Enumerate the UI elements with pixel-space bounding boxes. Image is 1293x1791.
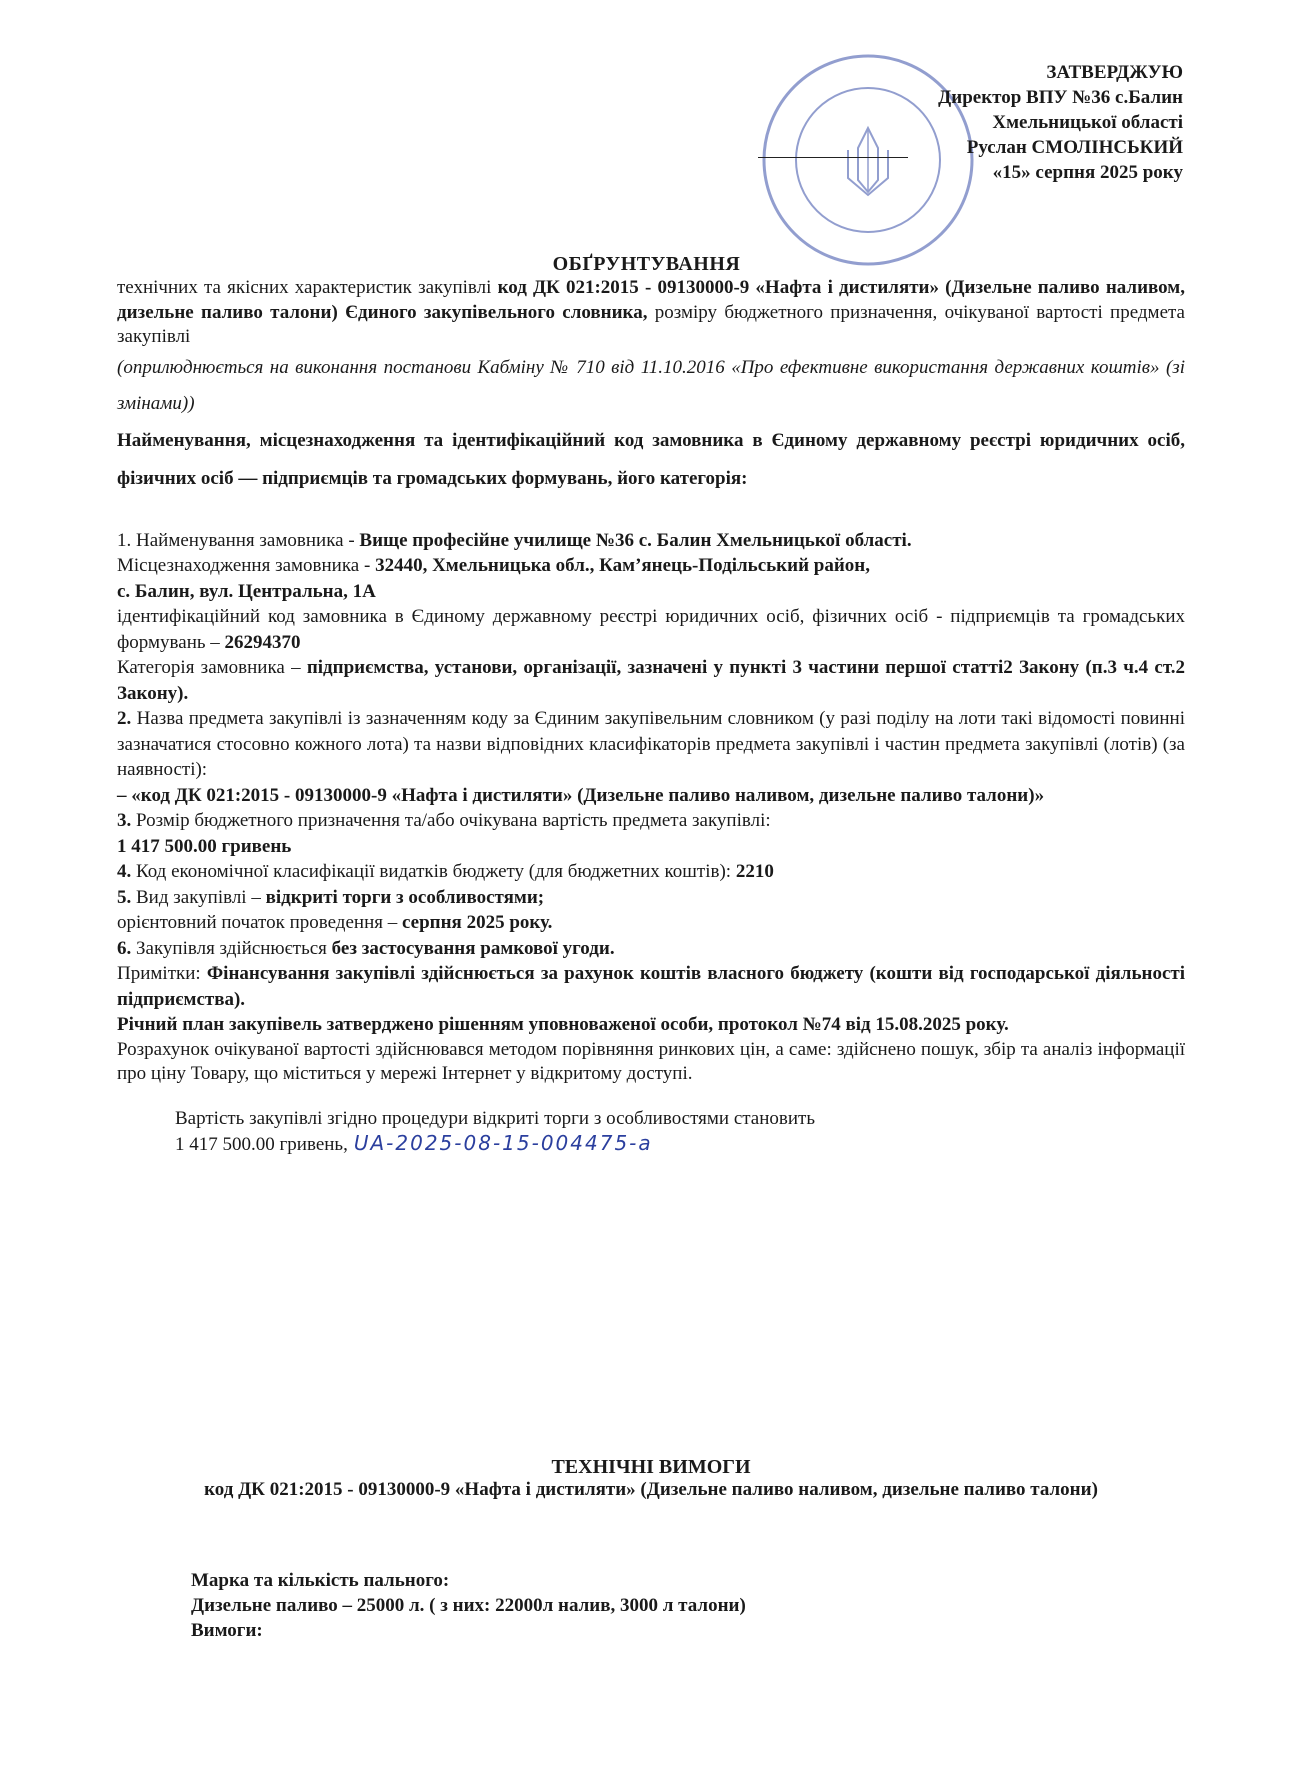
id-value: 26294370 xyxy=(224,631,301,653)
document-subtitle xyxy=(117,276,1185,350)
procedure-line-2 xyxy=(175,1131,1185,1158)
diesel-quantity: Дизельне паливо – 25000 л. ( з них: 22000л налив, 3000 л талони) xyxy=(191,1595,746,1616)
customer-heading: Найменування, місцезнаходження та ідентифікаційний код замовника в Єдиному державному реєстрі юридичних осіб, фізичних осіб — підприємців та громадських формувань, його категорія: xyxy=(117,429,1185,489)
item-2-number: 2. xyxy=(117,708,132,729)
approval-name: Руслан СМОЛІНСЬКИЙ xyxy=(966,137,1183,158)
calculation-paragraph: Розрахунок очікуваної вартості здійснювався методом порівняння ринкових цін, а саме: здійснено пошук, збір та аналіз інформації про ціну Товару, що міститься у мережі Інтернет у відкритому доступі. xyxy=(117,1038,1185,1084)
item-6 xyxy=(117,936,1185,962)
start-value: серпня 2025 року. xyxy=(401,912,553,933)
tech-requirements-list xyxy=(191,1568,1191,1643)
procedure-cost xyxy=(117,1107,1185,1158)
category-value: підприємства, установи, організації, зазначені у пункті 3 частини першої статті2 Закону (п.3 ч.4 ст.2 Закону). xyxy=(117,657,1185,704)
item-2-code: – «код ДК 021:2015 - 09130000-9 «Нафта і дистиляти» (Дизельне паливо наливом, дизельне паливо талони)» xyxy=(117,784,1045,806)
item-4 xyxy=(117,859,1185,885)
id-label: ідентифікаційний код замовника в Єдиному державному реєстрі юридичних осіб, фізичних осіб - підприємців та громадських формувань – xyxy=(117,606,1185,653)
item-1-label: 1. Найменування замовника - xyxy=(117,529,360,551)
details-list xyxy=(117,528,1185,1038)
subtitle-dictionary: Єдиного закупівельного словника, xyxy=(337,301,648,323)
item-6-number: 6. xyxy=(117,937,132,959)
location-line2 xyxy=(117,579,1185,605)
requirements-label: Вимоги: xyxy=(191,1620,263,1641)
procedure-line-1: Вартість закупівлі згідно процедури відкриті торги з особливостями становить xyxy=(175,1107,816,1129)
expected-cost: 1 417 500.00 гривень xyxy=(117,835,292,857)
item-2 xyxy=(117,706,1185,783)
fuel-brand-label: Марка та кількість пального: xyxy=(191,1570,450,1591)
notes xyxy=(117,961,1185,1012)
notes-value: Фінансування закупівлі здійснюється за рахунок коштів власного бюджету (кошти від господарської діяльності підприємства). xyxy=(117,963,1185,1010)
item-3-number: 3. xyxy=(117,810,132,831)
signature-line xyxy=(758,157,908,158)
location-value: 32440, Хмельницька обл., Кам’янець-Подільський район, xyxy=(375,555,870,576)
item-3-value xyxy=(117,834,1185,860)
start-label: орієнтовний початок проведення – xyxy=(117,912,402,933)
item-1-value: Вище професійне училище №36 с. Балин Хмельницької області. xyxy=(359,529,912,551)
item-3 xyxy=(117,808,1185,834)
item-2-value xyxy=(117,783,1185,809)
subtitle-code: код ДК 021:2015 - 09130000-9 «Нафта і дистиляти» (Дизельне паливо наливом, дизельне паливо талони) xyxy=(117,277,1186,323)
annual-plan xyxy=(117,1012,1185,1038)
document-body xyxy=(117,276,1185,1158)
item-5 xyxy=(117,885,1185,911)
subtitle-tail: розміру бюджетного призначення, очікуваної вартості предмета закупівлі xyxy=(117,301,1185,347)
item-6-text: Закупівля здійснюється xyxy=(131,937,332,959)
customer-category xyxy=(117,655,1185,706)
notes-label: Примітки: xyxy=(117,963,207,984)
approval-position: Директор ВПУ №36 с.Балин xyxy=(938,87,1183,108)
approval-block xyxy=(938,60,1183,185)
publication-note: (оприлюднюється на виконання постанови Кабміну № 710 від 11.10.2016 «Про ефективне використання державних коштів» (зі змінами)) xyxy=(117,356,1185,414)
procurement-type: відкриті торги з особливостями; xyxy=(265,886,545,908)
economic-code: 2210 xyxy=(735,861,774,882)
approval-region: Хмельницької області xyxy=(992,112,1183,133)
annual-plan-text: Річний план закупівель затверджено рішенням уповноваженої особи, протокол №74 від 15.08.2025 року. xyxy=(117,1014,1009,1035)
document-title: ОБҐРУНТУВАННЯ xyxy=(552,253,741,275)
item-5-number: 5. xyxy=(117,886,132,908)
tech-requirements-title: ТЕХНІЧНІ ВИМОГИ xyxy=(551,1456,751,1478)
approval-date: «15» серпня 2025 року xyxy=(992,162,1183,183)
item-4-number: 4. xyxy=(117,861,132,882)
approval-heading: ЗАТВЕРДЖУЮ xyxy=(1046,62,1183,83)
procedure-amount: 1 417 500.00 гривень, xyxy=(175,1134,348,1155)
item-3-text: Розмір бюджетного призначення та/або очікувана вартість предмета закупівлі: xyxy=(131,810,771,831)
category-label: Категорія замовника – xyxy=(117,657,307,678)
handwritten-procurement-id: UA-2025-08-15-004475-a xyxy=(353,1131,653,1155)
identification-code xyxy=(117,604,1185,655)
item-5-text: Вид закупівлі – xyxy=(131,886,266,908)
location-value-2: с. Балин, вул. Центральна, 1А xyxy=(117,580,376,602)
subtitle-text: технічних та якісних характеристик закупівлі xyxy=(117,277,498,298)
item-1 xyxy=(117,528,1185,554)
location-label: Місцезнаходження замовника - xyxy=(117,555,376,576)
tech-requirements-subtitle: код ДК 021:2015 - 09130000-9 «Нафта і дистиляти» (Дизельне паливо наливом, дизельне паливо талони) xyxy=(204,1479,1098,1500)
start-date xyxy=(117,910,1185,936)
item-2-text: Назва предмета закупівлі із зазначенням коду за Єдиним закупівельним словником (у разі поділу на лоти такі відомості повинні зазначатися стосовно кожного лота) та назви відповідних класифікаторів предмета закупівлі і частин предмета закупівлі (лотів) (за наявності): xyxy=(117,708,1185,780)
framework-value: без застосування рамкової угоди. xyxy=(331,937,615,959)
location xyxy=(117,553,1185,579)
item-4-text: Код економічної класифікації видатків бюджету (для бюджетних коштів): xyxy=(131,861,736,882)
